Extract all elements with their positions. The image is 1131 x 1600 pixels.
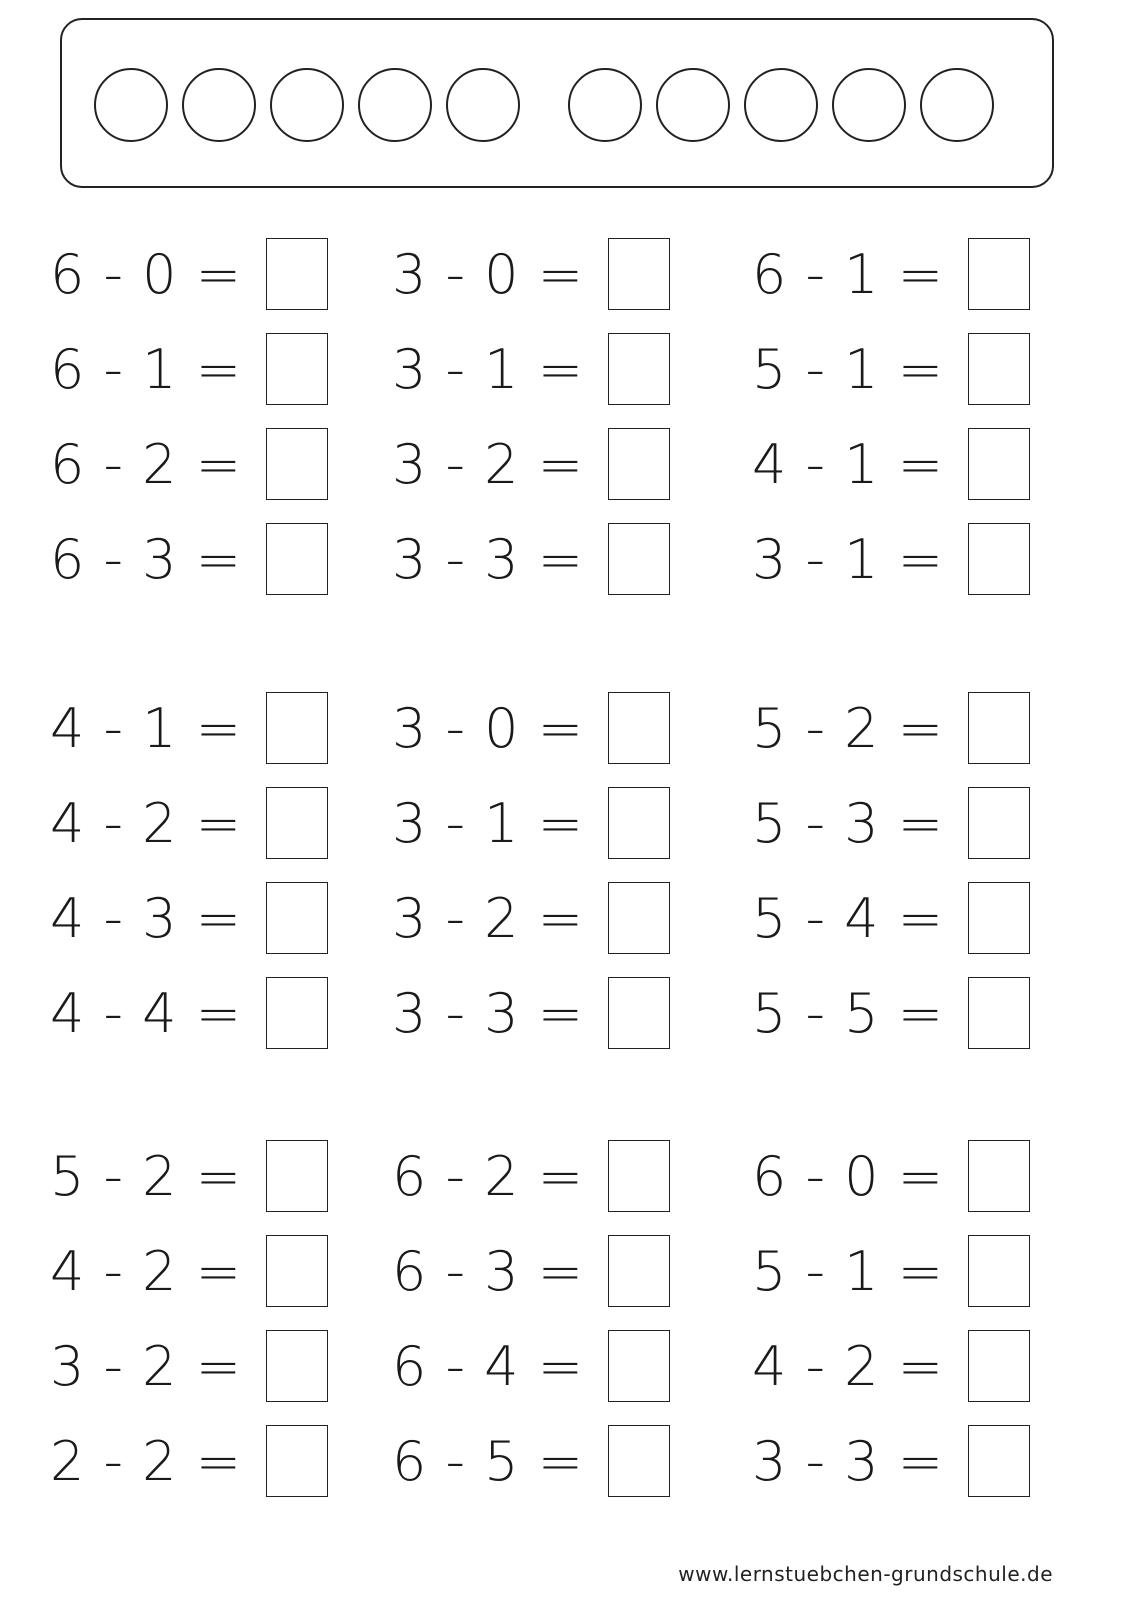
problem-expression: 3 - 1 = [392, 792, 584, 855]
answer-box[interactable] [266, 238, 328, 310]
answer-box[interactable] [608, 977, 670, 1049]
problem-expression: 5 - 1 = [752, 1240, 944, 1303]
answer-box[interactable] [608, 1140, 670, 1212]
counting-circle [182, 68, 256, 142]
problem-expression: 3 - 2 = [392, 433, 584, 496]
exercise-row [50, 1235, 1060, 1311]
exercise-row [50, 1330, 1060, 1406]
answer-box[interactable] [968, 1330, 1030, 1402]
answer-box[interactable] [266, 692, 328, 764]
answer-box[interactable] [266, 333, 328, 405]
exercise-row [50, 882, 1060, 958]
problem-expression: 6 - 3 = [50, 528, 242, 591]
answer-box[interactable] [968, 692, 1030, 764]
exercise-row [50, 333, 1060, 409]
answer-box[interactable] [266, 523, 328, 595]
problem-expression: 6 - 2 = [392, 1145, 584, 1208]
answer-box[interactable] [608, 523, 670, 595]
counting-circle [656, 68, 730, 142]
problem-expression: 6 - 2 = [50, 433, 242, 496]
problem-expression: 6 - 5 = [392, 1430, 584, 1493]
problem-expression: 4 - 2 = [752, 1335, 944, 1398]
counting-circle [920, 68, 994, 142]
answer-box[interactable] [266, 882, 328, 954]
answer-box[interactable] [608, 882, 670, 954]
problem-expression: 3 - 0 = [392, 243, 584, 306]
problem-expression: 5 - 5 = [752, 982, 944, 1045]
problem-expression: 4 - 1 = [50, 697, 242, 760]
problem-expression: 5 - 3 = [752, 792, 944, 855]
answer-box[interactable] [968, 1425, 1030, 1497]
footer-url: www.lernstuebchen-grundschule.de [678, 1562, 1053, 1586]
exercise-row [50, 238, 1060, 314]
answer-box[interactable] [266, 1425, 328, 1497]
answer-box[interactable] [608, 1330, 670, 1402]
problem-expression: 3 - 1 = [392, 338, 584, 401]
answer-box[interactable] [608, 238, 670, 310]
answer-box[interactable] [266, 787, 328, 859]
exercise-row [50, 1140, 1060, 1216]
problem-expression: 3 - 2 = [392, 887, 584, 950]
problem-expression: 6 - 3 = [392, 1240, 584, 1303]
counting-circle [358, 68, 432, 142]
answer-box[interactable] [608, 333, 670, 405]
answer-box[interactable] [968, 787, 1030, 859]
answer-box[interactable] [968, 523, 1030, 595]
problem-expression: 6 - 1 = [50, 338, 242, 401]
answer-box[interactable] [608, 787, 670, 859]
counting-circle [832, 68, 906, 142]
problem-expression: 5 - 2 = [50, 1145, 242, 1208]
answer-box[interactable] [608, 1425, 670, 1497]
problem-expression: 4 - 4 = [50, 982, 242, 1045]
problem-expression: 3 - 3 = [392, 982, 584, 1045]
exercise-row [50, 692, 1060, 768]
answer-box[interactable] [968, 1140, 1030, 1212]
answer-box[interactable] [266, 1235, 328, 1307]
counting-circle [94, 68, 168, 142]
answer-box[interactable] [968, 333, 1030, 405]
problem-expression: 3 - 3 = [752, 1430, 944, 1493]
problem-expression: 5 - 1 = [752, 338, 944, 401]
answer-box[interactable] [968, 977, 1030, 1049]
problem-expression: 6 - 0 = [50, 243, 242, 306]
answer-box[interactable] [968, 428, 1030, 500]
problem-expression: 3 - 1 = [752, 528, 944, 591]
problem-expression: 3 - 3 = [392, 528, 584, 591]
counting-circle [744, 68, 818, 142]
answer-box[interactable] [968, 882, 1030, 954]
problem-expression: 6 - 1 = [752, 243, 944, 306]
problem-expression: 4 - 2 = [50, 1240, 242, 1303]
answer-box[interactable] [968, 238, 1030, 310]
answer-box[interactable] [266, 428, 328, 500]
answer-box[interactable] [266, 977, 328, 1049]
problem-expression: 4 - 1 = [752, 433, 944, 496]
problem-expression: 5 - 2 = [752, 697, 944, 760]
problem-expression: 6 - 4 = [392, 1335, 584, 1398]
answer-box[interactable] [266, 1330, 328, 1402]
exercise-row [50, 428, 1060, 504]
answer-box[interactable] [608, 1235, 670, 1307]
problem-expression: 3 - 2 = [50, 1335, 242, 1398]
exercise-row [50, 1425, 1060, 1501]
problem-expression: 5 - 4 = [752, 887, 944, 950]
answer-box[interactable] [968, 1235, 1030, 1307]
counting-circle [446, 68, 520, 142]
problem-expression: 6 - 0 = [752, 1145, 944, 1208]
answer-box[interactable] [608, 692, 670, 764]
exercise-row [50, 523, 1060, 599]
exercise-row [50, 787, 1060, 863]
counting-frame [60, 18, 1054, 188]
answer-box[interactable] [608, 428, 670, 500]
counting-circles-left [94, 68, 520, 142]
counting-circles-right [568, 68, 994, 142]
exercise-row [50, 977, 1060, 1053]
problem-expression: 3 - 0 = [392, 697, 584, 760]
counting-circle [568, 68, 642, 142]
answer-box[interactable] [266, 1140, 328, 1212]
problem-expression: 2 - 2 = [50, 1430, 242, 1493]
counting-circle [270, 68, 344, 142]
problem-expression: 4 - 2 = [50, 792, 242, 855]
problem-expression: 4 - 3 = [50, 887, 242, 950]
